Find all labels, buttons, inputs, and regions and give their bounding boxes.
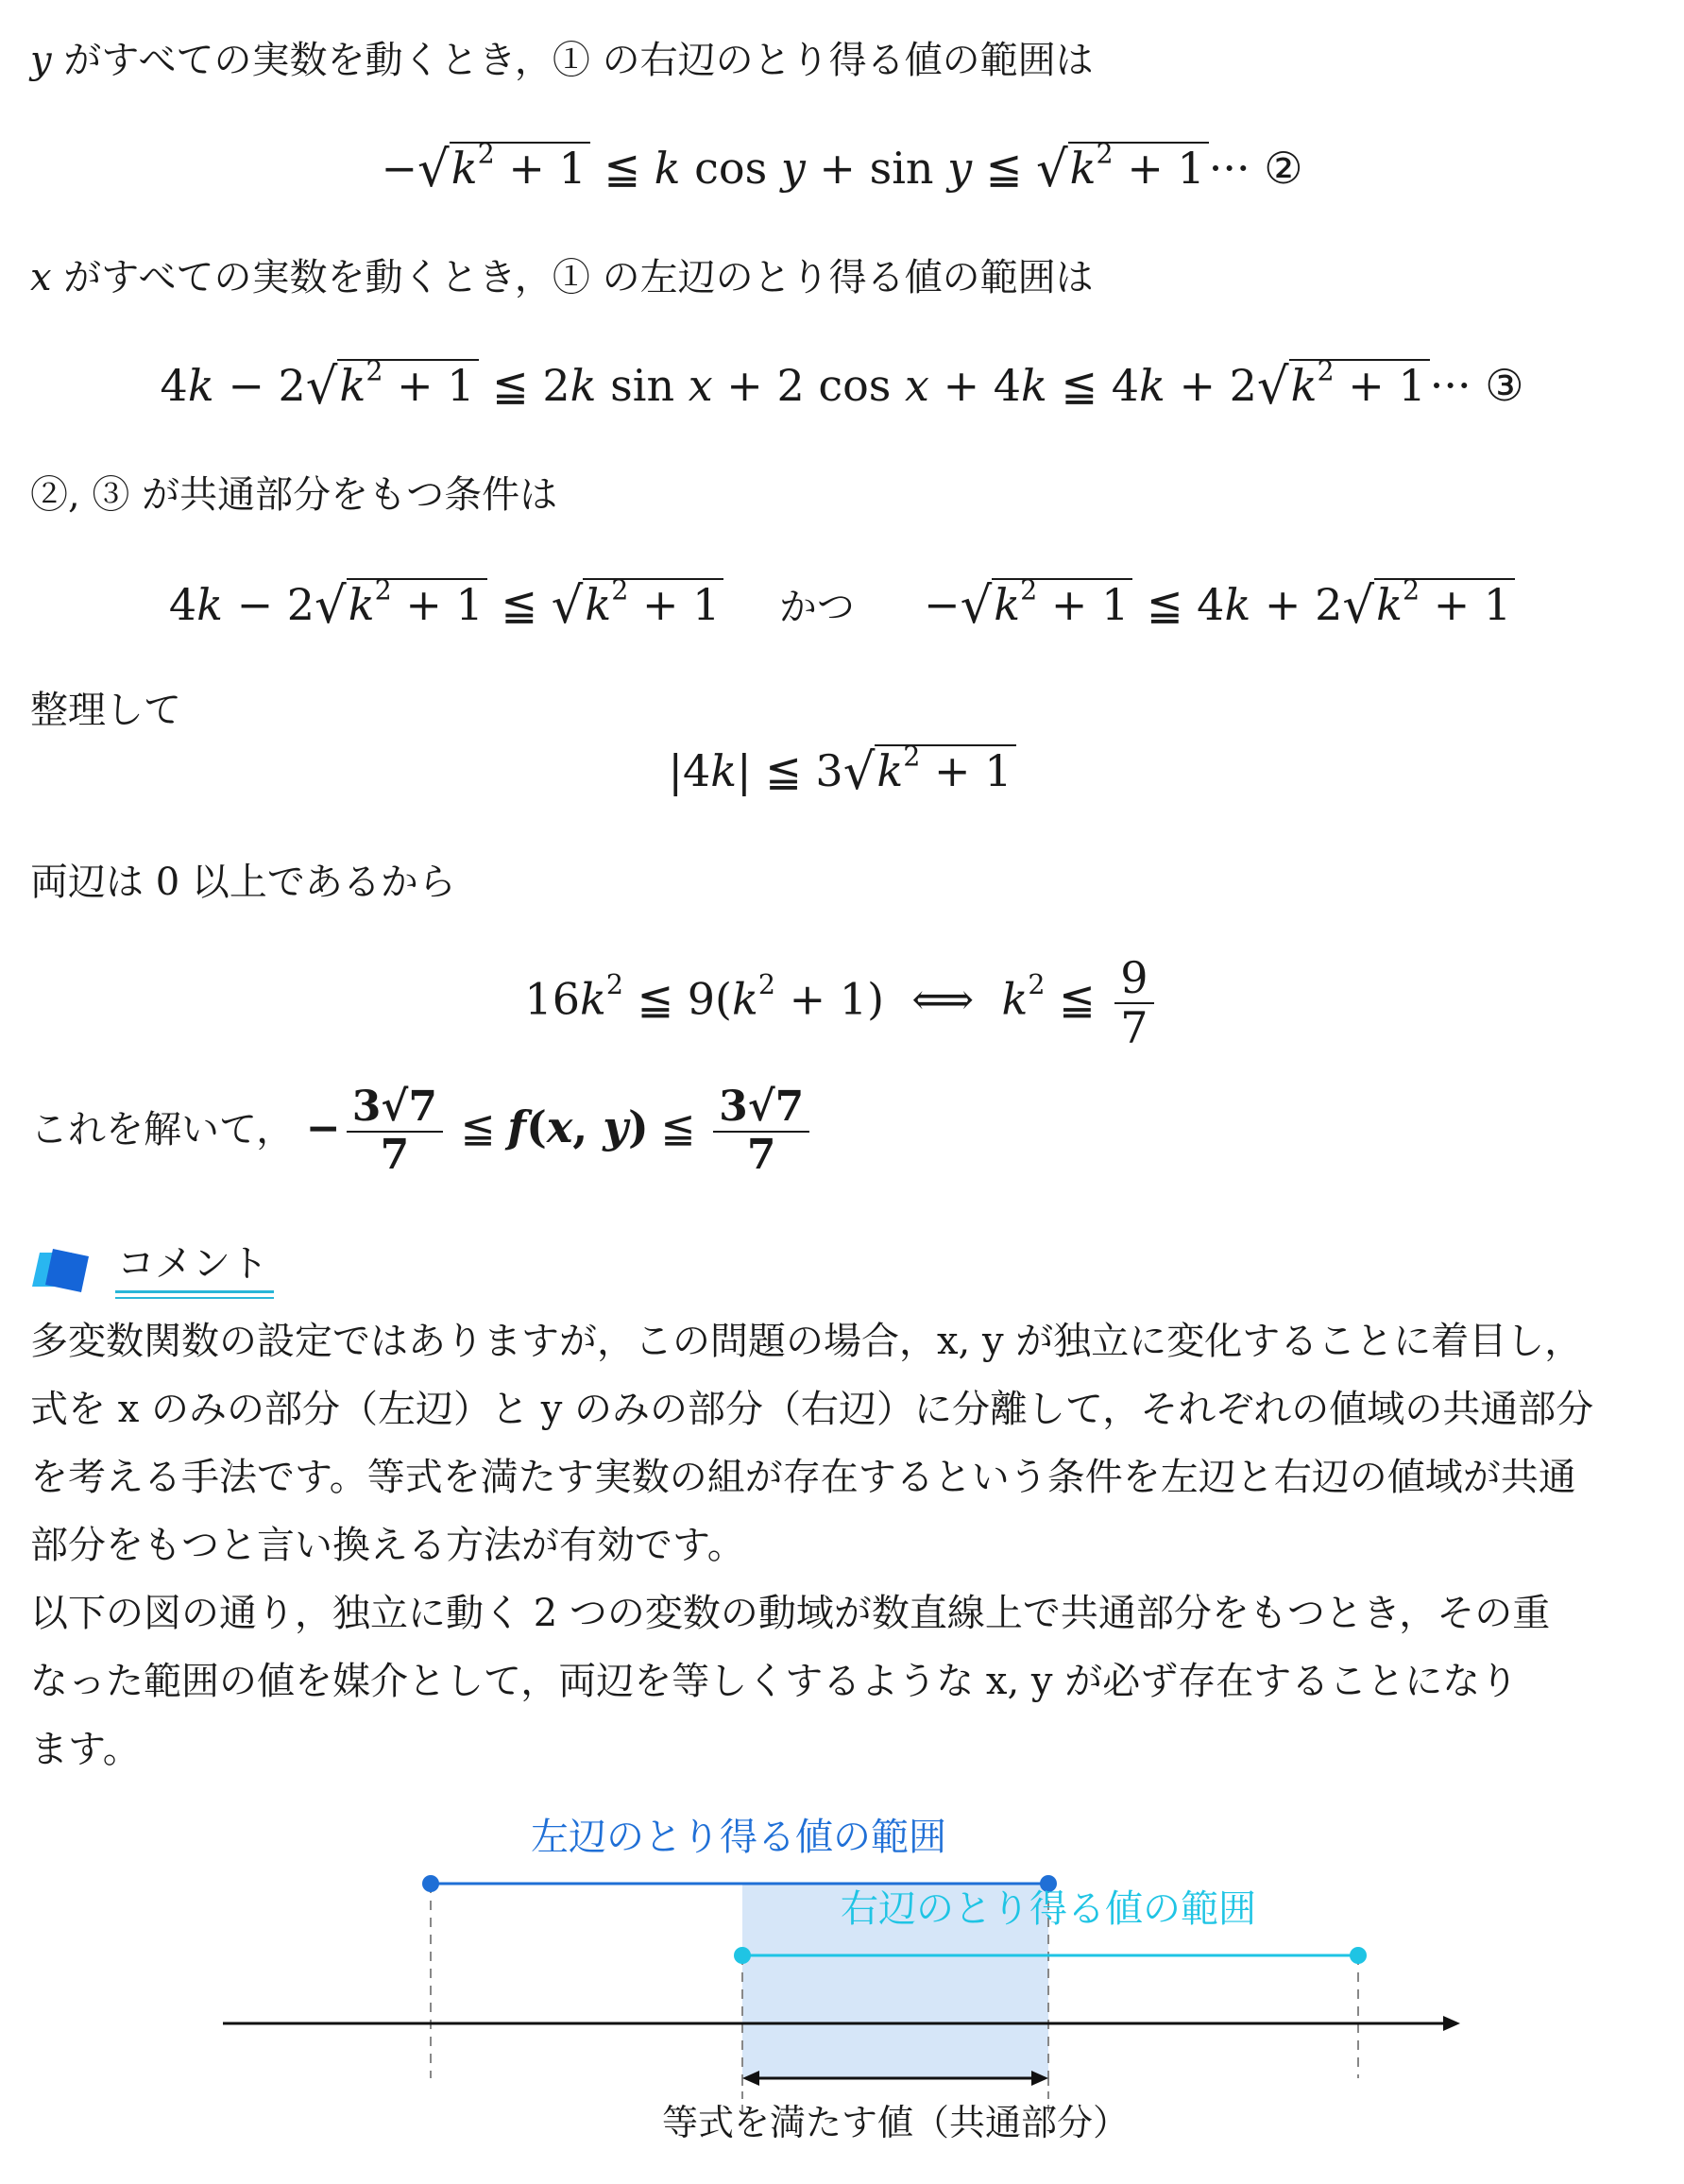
intro-x-text: がすべての実数を動くとき，① の左辺のとり得る値の範囲は: [51, 256, 1094, 299]
condition-equation: $4k - 2√k^2 + 1$ ≦ $√k^2 + 1$ かつ $-√k^2 + 1$ ≦ $4k + 2√k^2 + 1$: [0, 576, 1684, 636]
intro-y-line: [30, 36, 1094, 85]
left-range-label: 左辺のとり得る値の範囲: [531, 1816, 946, 1859]
range-figure: [0, 1795, 1684, 2184]
comment-line-4: 部分をもつと言い換える方法が有効です。: [30, 1524, 745, 1567]
comment-line-5: 以下の図の通り，独立に動く 2 つの変数の動域が数直線上で共通部分をもつとき，その重: [30, 1592, 1551, 1635]
comment-paragraph: [30, 1307, 1658, 1783]
katsu-text: かつ: [778, 586, 855, 629]
left-range-start-point: [422, 1875, 439, 1892]
comment-title: コメント: [117, 1242, 268, 1286]
equation-3: $4k - 2√k^2 + 1$ ≦ 2k sin x + 2 cos x + 4k ≦ $4k + 2√k^2 + 1\cdot\cdot\cdot$ ③: [160, 355, 1524, 417]
var-y: y: [30, 39, 52, 82]
comment-icon: [26, 1245, 102, 1298]
equation-2: $-√k^2 + 1$ ≦ k cos y + sin y ≦ $√k^2 + 1\cdot\cdot\cdot$ ②: [381, 138, 1303, 199]
ryouhen-line: 両辺は 0 以上であるから: [30, 861, 456, 904]
right-range-start-point: [734, 1947, 751, 1964]
comment-underline: [115, 1290, 274, 1293]
comment-line-1: 多変数関数の設定ではありますが，この問題の場合，x, y が独立に変化することに着目し，: [30, 1320, 1583, 1363]
common-intro-line: ②, ③ が共通部分をもつ条件は: [30, 473, 558, 517]
comment-line-6: なった範囲の値を媒介として，両辺を等しくするような x, y が必ず存在することになり: [30, 1660, 1519, 1703]
right-range-label: 右辺のとり得る値の範囲: [841, 1887, 1256, 1931]
number-line-arrowhead: [1443, 2016, 1460, 2031]
var-x: x: [30, 256, 52, 299]
comment-line-7: ます。: [30, 1728, 141, 1771]
equation-3-tag: ··· ③: [1429, 360, 1524, 411]
comment-line-3: を考える手法です。等式を満たす実数の組が存在するという条件を左辺と右辺の値域が共通: [30, 1456, 1576, 1499]
conclusion-line: これを解いて， − $\frac{3√7}{7}$ ≦ f(x, y) ≦ $\frac{3√7}{7}$: [30, 1084, 815, 1178]
seiri-line: 整理して: [30, 689, 181, 732]
comment-line-2: 式を x のみの部分（左辺）と y のみの部分（右辺）に分離して，それぞれの値域の共通部分: [30, 1388, 1594, 1431]
squared-inequality: $16k^2$ ≦ $9(k^2 + 1)$ ⟺ $k^2$ ≦ $\frac{9}{7}$: [0, 954, 1684, 1051]
comment-underline-2: [115, 1297, 274, 1299]
equation-2-tag: ··· ②: [1208, 143, 1303, 194]
conclusion-prefix: これを解いて，: [30, 1108, 295, 1152]
overlap-label: 等式を満たす値（共通部分）: [661, 2102, 1130, 2143]
abs-inequality: |4k| ≦ $3√k^2 + 1$: [0, 742, 1684, 801]
intro-y-text: がすべての実数を動くとき，① の右辺のとり得る値の範囲は: [51, 39, 1094, 82]
right-range-end-point: [1350, 1947, 1367, 1964]
intro-x-line: [30, 253, 1094, 302]
